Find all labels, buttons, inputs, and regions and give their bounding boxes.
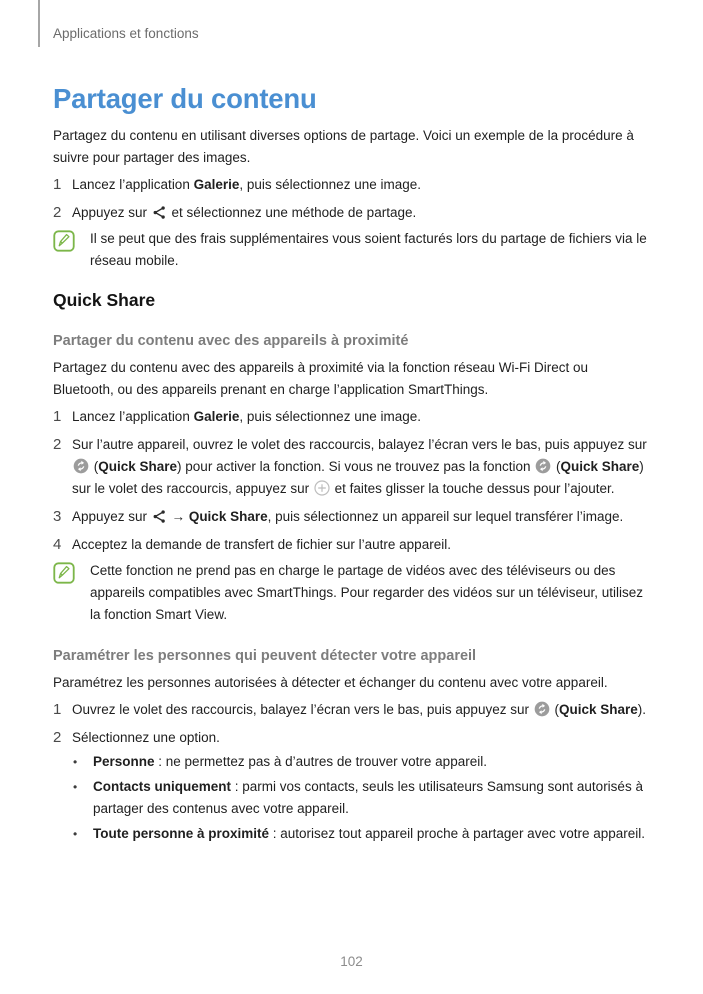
note-pencil-icon	[53, 230, 75, 272]
option-text: Personne : ne permettez pas à d’autres de trouver votre appareil.	[93, 754, 487, 769]
step-text: Lancez l’application Galerie, puis sélectionnez une image.	[72, 177, 421, 192]
step-text: Lancez l’application Galerie, puis sélectionnez une image.	[72, 409, 421, 424]
step-list	[53, 406, 651, 556]
step-text: Appuyez sur → Quick Share, puis sélectionnez un appareil sur lequel transférer l’image.	[72, 509, 624, 524]
step-item	[53, 727, 651, 749]
option-item	[73, 776, 651, 820]
share-icon	[152, 205, 167, 220]
step-item	[53, 174, 651, 196]
option-item	[73, 751, 651, 773]
step-list	[53, 174, 651, 224]
option-list	[53, 751, 651, 845]
visibility-intro: Paramétrez les personnes autorisées à détecter et échanger du contenu avec votre appareil.	[53, 675, 608, 690]
option-text: Contacts uniquement : parmi vos contacts, seuls les utilisateurs Samsung sont autorisés à partager des contenus avec votre appareil.	[93, 779, 643, 816]
option-item	[73, 823, 651, 845]
note-text: Cette fonction ne prend pas en charge le partage de vidéos avec des téléviseurs ou des appareils compatibles avec SmartThings. Pour regarder des vidéos sur un téléviseur, utilisez la fonction Smart View.	[90, 563, 644, 622]
step-number: 4	[53, 536, 62, 553]
note-block	[53, 560, 651, 626]
step-number: 2	[53, 436, 62, 453]
header-rule	[38, 0, 40, 47]
step-item	[53, 406, 651, 428]
share-icon	[152, 509, 167, 524]
option-text: Toute personne à proximité : autorisez tout appareil proche à partager avec votre appareil.	[93, 826, 646, 841]
step-number: 1	[53, 176, 62, 193]
step-number: 1	[53, 408, 62, 425]
bullet-icon: •	[73, 780, 78, 794]
step-number: 2	[53, 729, 62, 746]
bullet-icon: •	[73, 827, 78, 841]
section-heading-quick-share: Quick Share	[53, 290, 156, 310]
subsection-heading-nearby: Partager du contenu avec des appareils à proximité	[53, 333, 409, 349]
quick-share-icon	[535, 458, 551, 474]
step-text: Appuyez sur et sélectionnez une méthode de partage.	[72, 205, 417, 220]
step-item	[53, 506, 651, 528]
running-header: Applications et fonctions	[53, 26, 199, 41]
note-pencil-icon	[53, 562, 75, 626]
step-number: 3	[53, 508, 62, 525]
step-text: Ouvrez le volet des raccourcis, balayez l’écran vers le bas, puis appuyez sur (Quick Share).	[72, 702, 647, 717]
intro-paragraph: Partagez du contenu en utilisant diverses options de partage. Voici un exemple de la procédure à suivre pour partager des images.	[53, 128, 634, 165]
quick-share-icon	[534, 701, 550, 717]
note-text: Il se peut que des frais supplémentaires vous soient facturés lors du partage de fichiers via le réseau mobile.	[90, 231, 647, 268]
page-title: Partager du contenu	[53, 83, 317, 114]
step-item	[53, 434, 651, 500]
step-item	[53, 699, 651, 721]
step-text: Sur l’autre appareil, ouvrez le volet des raccourcis, balayez l’écran vers le bas, puis appuyez sur (Quick Share) pour activer la fonction. Si vous ne trouvez pas la fonction (Quick Share) sur le volet des raccourcis, appuyez sur et faites glisser la touche dessus pour l’ajouter.	[72, 437, 647, 496]
step-text: Sélectionnez une option.	[72, 730, 220, 745]
add-circle-icon	[314, 480, 330, 496]
step-list	[53, 699, 651, 749]
subsection-heading-visibility: Paramétrer les personnes qui peuvent détecter votre appareil	[53, 648, 477, 664]
quick-share-icon	[73, 458, 89, 474]
content	[53, 84, 651, 848]
note-block	[53, 228, 651, 272]
step-text: Acceptez la demande de transfert de fichier sur l’autre appareil.	[72, 537, 451, 552]
step-number: 2	[53, 204, 62, 221]
step-number: 1	[53, 701, 62, 718]
bullet-icon: •	[73, 755, 78, 769]
step-item	[53, 534, 651, 556]
step-item	[53, 202, 651, 224]
page-number: 102	[340, 954, 363, 969]
nearby-intro: Partagez du contenu avec des appareils à proximité via la fonction réseau Wi-Fi Direct ou Bluetooth, ou des appareils prenant en charge l’application SmartThings.	[53, 360, 589, 397]
